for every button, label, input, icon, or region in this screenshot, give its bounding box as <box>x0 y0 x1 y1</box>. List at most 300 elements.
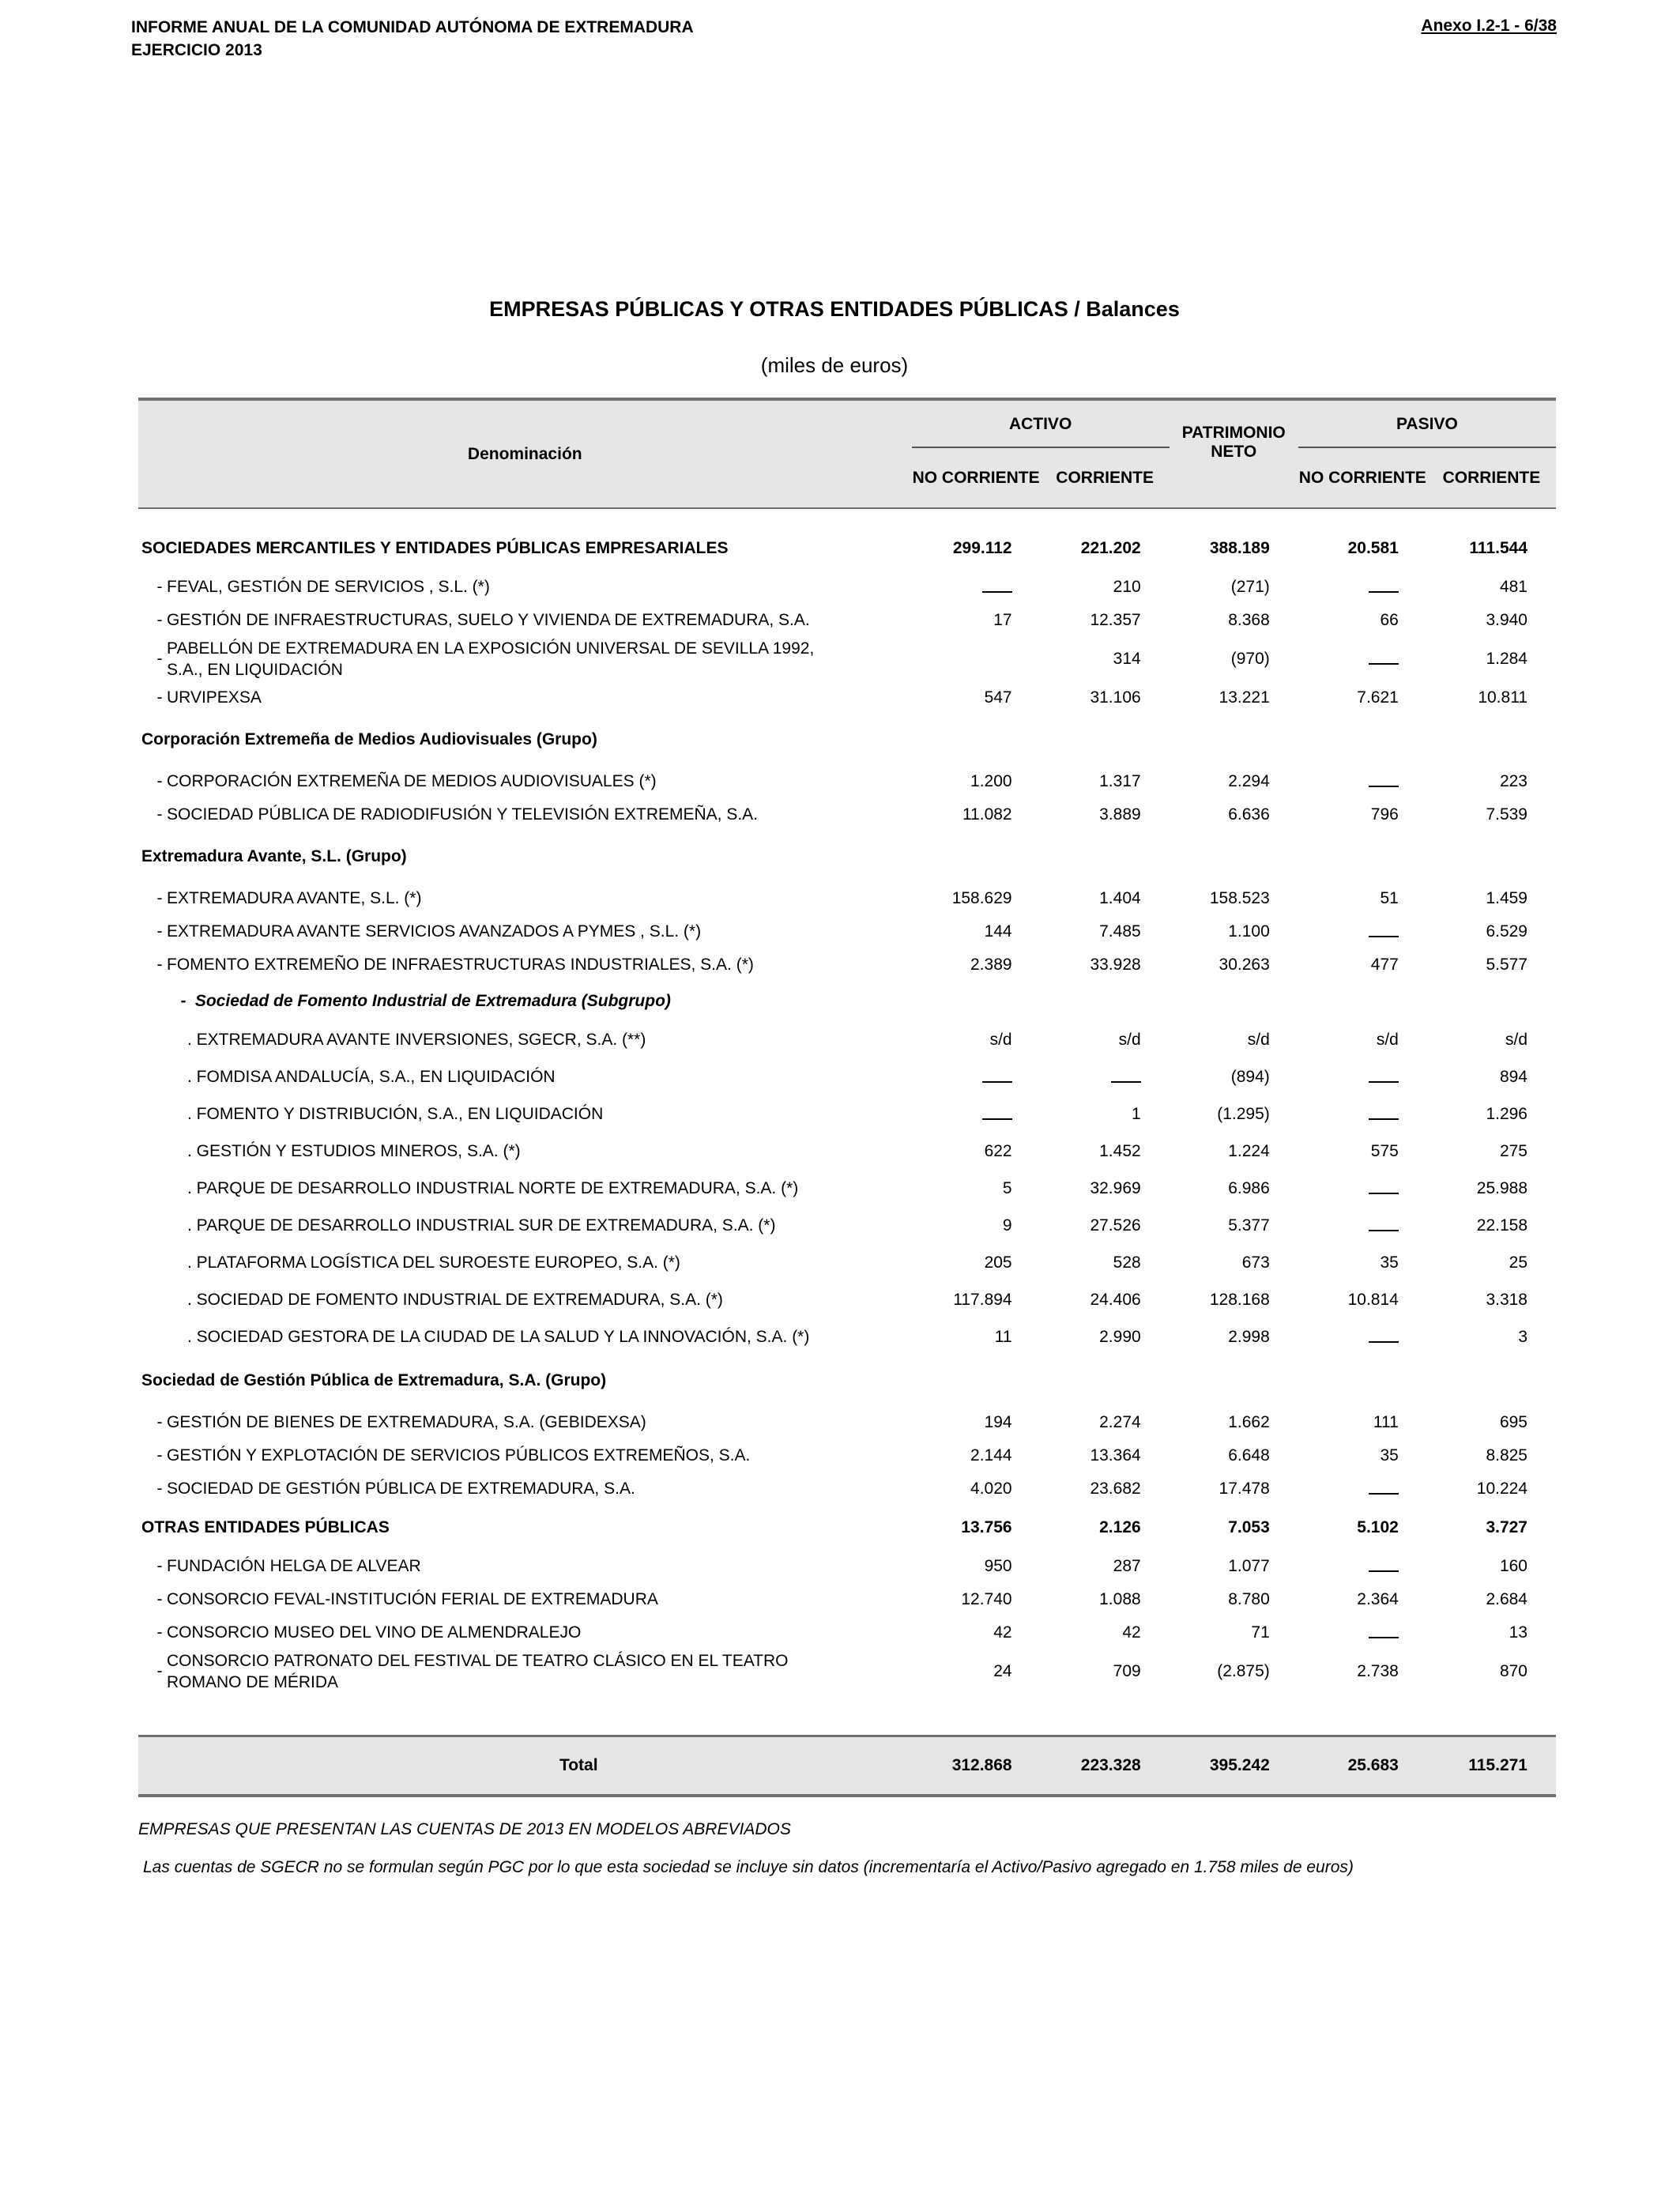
dash-marker: - <box>156 922 163 941</box>
no-value-line <box>982 1104 1012 1120</box>
cell-activo-no-corriente: 622 <box>984 1141 1012 1160</box>
cell-activo-no-corriente: 11.082 <box>962 805 1012 824</box>
table-row <box>138 1170 1556 1207</box>
cell-pasivo-corriente: 10.224 <box>1476 1480 1527 1498</box>
cell-patrimonio-neto: s/d <box>1247 1030 1270 1049</box>
cell-activo-no-corriente: 2.389 <box>970 956 1012 974</box>
balances-table <box>138 398 1556 1797</box>
table-row <box>138 1095 1556 1133</box>
cell-pasivo-no-corriente <box>1298 915 1427 948</box>
cell-pasivo-corriente: 6.529 <box>1486 922 1527 941</box>
report-title-line: INFORME ANUAL DE LA COMUNIDAD AUTÓNOMA DE EXTREMADURA <box>131 18 694 36</box>
cell-activo-corriente: 42 <box>1122 1623 1141 1642</box>
cell-patrimonio-neto: 673 <box>1241 1253 1270 1272</box>
no-value-line <box>982 1067 1012 1083</box>
row-label-wrap <box>167 1650 788 1693</box>
total-pasivo-no-corriente: 25.683 <box>1298 1736 1427 1796</box>
row-name-cell <box>138 765 912 798</box>
cell-activo-no-corriente <box>912 637 1041 681</box>
total-pasivo-corriente: 115.271 <box>1427 1736 1556 1796</box>
col-activo-no-corriente: NO CORRIENTE <box>912 448 1041 508</box>
row-name-cell <box>138 948 912 982</box>
report-header <box>131 16 694 62</box>
no-value-line <box>1111 1067 1141 1083</box>
cell-activo-corriente: 1.452 <box>1099 1141 1141 1160</box>
dash-marker: - <box>156 1661 163 1680</box>
total-activo-corriente: 223.328 <box>1041 1736 1170 1796</box>
row-label: Corporación Extremeña de Medios Audiovisuales (Grupo) <box>141 730 597 748</box>
dash-marker: - <box>156 1413 163 1431</box>
row-label: CORPORACIÓN EXTREMEÑA DE MEDIOS AUDIOVISUALES (*) <box>167 772 657 790</box>
cell-pasivo-corriente: 25 <box>1509 1253 1527 1272</box>
cell-patrimonio-neto: 158.523 <box>1209 889 1270 907</box>
table-row <box>138 948 1556 982</box>
cell-pasivo-no-corriente: 10.814 <box>1347 1290 1399 1309</box>
col-activo-corriente: CORRIENTE <box>1041 448 1170 508</box>
cell-activo-no-corriente: 117.894 <box>953 1290 1012 1309</box>
row-name-cell <box>138 637 912 681</box>
cell-activo-corriente: 2.990 <box>1099 1327 1141 1346</box>
cell-activo-no-corriente <box>912 831 1041 882</box>
table-row <box>138 1133 1556 1170</box>
cell-pasivo-corriente: 160 <box>1499 1557 1527 1575</box>
cell-pasivo-no-corriente: 796 <box>1370 805 1399 824</box>
cell-pasivo-corriente: 10.811 <box>1478 688 1527 707</box>
cell-pasivo-corriente: 7.539 <box>1486 805 1527 824</box>
cell-activo-corriente: 24.406 <box>1090 1290 1141 1309</box>
table-body <box>138 508 1556 1796</box>
no-value-line <box>1369 1104 1399 1120</box>
cell-activo-no-corriente: 2.144 <box>970 1446 1012 1465</box>
table-row <box>138 798 1556 831</box>
row-label: SOCIEDAD PÚBLICA DE RADIODIFUSIÓN Y TELEVISIÓN EXTREMEÑA, S.A. <box>167 805 759 824</box>
row-label-wrap <box>167 638 814 680</box>
cell-patrimonio-neto: 1.224 <box>1228 1141 1270 1160</box>
row-name-cell <box>138 982 912 1021</box>
row-name-cell <box>138 1133 912 1170</box>
dash-marker: - <box>156 611 163 629</box>
cell-activo-corriente <box>1041 1355 1170 1406</box>
cell-pasivo-no-corriente <box>1298 637 1427 681</box>
cell-patrimonio-neto: (1.295) <box>1217 1104 1270 1123</box>
row-label: Extremadura Avante, S.L. (Grupo) <box>141 847 407 865</box>
cell-activo-corriente: 27.526 <box>1090 1216 1141 1235</box>
cell-pasivo-corriente: 223 <box>1499 772 1527 790</box>
row-name-cell <box>138 1439 912 1472</box>
cell-pasivo-corriente: 1.284 <box>1486 650 1527 668</box>
row-label: PARQUE DE DESARROLLO INDUSTRIAL NORTE DE EXTREMADURA, S.A. (*) <box>196 1178 799 1197</box>
row-label: OTRAS ENTIDADES PÚBLICAS <box>141 1518 390 1536</box>
row-label: FOMENTO Y DISTRIBUCIÓN, S.A., EN LIQUIDACIÓN <box>196 1104 604 1123</box>
row-name-cell <box>138 1244 912 1281</box>
cell-pasivo-no-corriente <box>1298 571 1427 604</box>
cell-pasivo-corriente: 5.577 <box>1486 956 1527 974</box>
col-pasivo: PASIVO <box>1298 399 1556 448</box>
cell-pasivo-no-corriente: 20.581 <box>1347 539 1399 557</box>
table-row <box>138 571 1556 604</box>
row-name-cell <box>138 1021 912 1058</box>
cell-patrimonio-neto: 71 <box>1251 1623 1270 1642</box>
cell-activo-no-corriente: 5 <box>1002 1178 1012 1197</box>
table-row <box>138 681 1556 714</box>
cell-activo-corriente <box>1041 982 1170 1021</box>
cell-activo-corriente: 13.364 <box>1090 1446 1141 1465</box>
cell-activo-no-corriente <box>912 714 1041 765</box>
cell-activo-corriente: 7.485 <box>1099 922 1141 941</box>
cell-patrimonio-neto <box>1170 714 1298 765</box>
cell-activo-no-corriente <box>912 1095 1041 1133</box>
cell-patrimonio-neto: 17.478 <box>1219 1480 1270 1498</box>
row-name-cell <box>138 1550 912 1583</box>
col-denominacion: Denominación <box>138 399 912 508</box>
col-pasivo-no-corriente: NO CORRIENTE <box>1298 448 1427 508</box>
row-label: CONSORCIO PATRONATO DEL FESTIVAL DE TEATRO CLÁSICO EN EL TEATRO <box>167 1652 789 1670</box>
dot-marker: . <box>187 1178 197 1197</box>
row-name-cell <box>138 1058 912 1095</box>
cell-pasivo-corriente: 3.318 <box>1486 1290 1527 1309</box>
total-label: Total <box>138 1736 912 1796</box>
cell-activo-no-corriente: 13.756 <box>961 1518 1012 1536</box>
table-row <box>138 982 1556 1021</box>
annex-reference: Anexo I.2-1 - 6/38 <box>1421 17 1557 35</box>
cell-pasivo-no-corriente <box>1298 765 1427 798</box>
cell-activo-corriente: s/d <box>1118 1030 1141 1049</box>
row-name-cell <box>138 681 912 714</box>
cell-pasivo-no-corriente <box>1298 1472 1427 1506</box>
cell-pasivo-corriente: 695 <box>1499 1413 1527 1431</box>
cell-activo-no-corriente: 11 <box>994 1327 1012 1346</box>
cell-pasivo-corriente: 1.296 <box>1486 1104 1527 1123</box>
cell-pasivo-corriente <box>1427 982 1556 1021</box>
dash-marker: - <box>156 578 163 596</box>
cell-patrimonio-neto: 6.986 <box>1228 1178 1270 1197</box>
no-value-line <box>1369 1216 1399 1231</box>
dash-marker: - <box>156 772 163 790</box>
cell-pasivo-no-corriente <box>1298 982 1427 1021</box>
row-label: GESTIÓN DE INFRAESTRUCTURAS, SUELO Y VIVIENDA DE EXTREMADURA, S.A. <box>167 611 810 629</box>
row-label: FUNDACIÓN HELGA DE ALVEAR <box>167 1557 421 1575</box>
cell-activo-no-corriente: 144 <box>984 922 1012 941</box>
cell-activo-corriente: 12.357 <box>1090 611 1141 629</box>
footnote-sgecr: Las cuentas de SGECR no se formulan según PGC por lo que esta sociedad se incluye sin datos (incrementaría el Activo/Pasivo agregado en 1.758 miles de euros) <box>143 1858 1354 1876</box>
no-value-line <box>1369 577 1399 593</box>
row-name-cell <box>138 882 912 915</box>
cell-pasivo-corriente: 22.158 <box>1476 1216 1527 1235</box>
cell-pasivo-corriente: 2.684 <box>1486 1590 1527 1608</box>
cell-activo-no-corriente: 194 <box>984 1413 1012 1431</box>
cell-activo-corriente: 2.126 <box>1099 1518 1141 1536</box>
cell-pasivo-corriente: 870 <box>1499 1662 1527 1680</box>
table-row <box>138 1244 1556 1281</box>
cell-patrimonio-neto: 13.221 <box>1219 688 1270 707</box>
no-value-line <box>1369 1067 1399 1083</box>
cell-pasivo-no-corriente <box>1298 831 1427 882</box>
cell-patrimonio-neto: 5.377 <box>1228 1216 1270 1235</box>
cell-pasivo-no-corriente <box>1298 1616 1427 1649</box>
cell-pasivo-no-corriente <box>1298 1058 1427 1095</box>
cell-activo-corriente: 1 <box>1132 1104 1141 1123</box>
no-value-line <box>1369 771 1399 787</box>
cell-patrimonio-neto: (894) <box>1230 1067 1270 1086</box>
row-label: EXTREMADURA AVANTE, S.L. (*) <box>167 889 422 907</box>
cell-patrimonio-neto: 1.100 <box>1228 922 1270 941</box>
dot-marker: . <box>187 1327 197 1346</box>
cell-pasivo-corriente <box>1427 831 1556 882</box>
cell-pasivo-no-corriente: 111 <box>1373 1413 1399 1431</box>
cell-patrimonio-neto <box>1170 982 1298 1021</box>
table-row <box>138 637 1556 681</box>
cell-activo-corriente: 31.106 <box>1090 688 1141 707</box>
cell-pasivo-no-corriente <box>1298 1355 1427 1406</box>
row-label-cont: S.A., EN LIQUIDACIÓN <box>167 661 343 679</box>
cell-patrimonio-neto: 30.263 <box>1219 956 1270 974</box>
cell-patrimonio-neto: 6.636 <box>1228 805 1270 824</box>
cell-activo-no-corriente: 205 <box>984 1253 1012 1272</box>
cell-activo-no-corriente: 9 <box>1002 1216 1012 1235</box>
row-name-cell <box>138 1616 912 1649</box>
no-value-line <box>982 577 1012 593</box>
row-label: EXTREMADURA AVANTE INVERSIONES, SGECR, S.A. (**) <box>196 1030 646 1049</box>
row-name-cell <box>138 1506 912 1550</box>
cell-pasivo-no-corriente <box>1298 714 1427 765</box>
cell-patrimonio-neto: 128.168 <box>1209 1290 1270 1309</box>
dash-marker: - <box>156 1446 163 1465</box>
col-patrimonio-neto: PATRIMONIO NETO <box>1170 399 1298 508</box>
row-label: GESTIÓN Y EXPLOTACIÓN DE SERVICIOS PÚBLICOS EXTREMEÑOS, S.A. <box>167 1446 751 1465</box>
cell-patrimonio-neto <box>1170 831 1298 882</box>
row-label: PARQUE DE DESARROLLO INDUSTRIAL SUR DE EXTREMADURA, S.A. (*) <box>196 1216 776 1235</box>
cell-activo-no-corriente: 12.740 <box>961 1590 1012 1608</box>
cell-pasivo-corriente: 3 <box>1518 1327 1527 1346</box>
total-activo-no-corriente: 312.868 <box>912 1736 1041 1796</box>
row-name-cell <box>138 714 912 765</box>
table-row <box>138 1355 1556 1406</box>
cell-pasivo-no-corriente <box>1298 1170 1427 1207</box>
report-year-line: EJERCICIO 2013 <box>131 41 262 59</box>
table-row <box>138 1318 1556 1355</box>
cell-activo-corriente: 210 <box>1113 578 1141 596</box>
table-row <box>138 1506 1556 1550</box>
table-row <box>138 604 1556 637</box>
no-value-line <box>1369 1479 1399 1495</box>
table-row <box>138 1058 1556 1095</box>
table-row <box>138 831 1556 882</box>
row-label: EXTREMADURA AVANTE SERVICIOS AVANZADOS A PYMES , S.L. (*) <box>167 922 702 941</box>
cell-activo-no-corriente: s/d <box>989 1030 1012 1049</box>
row-label: FOMENTO EXTREMEÑO DE INFRAESTRUCTURAS INDUSTRIALES, S.A. (*) <box>167 956 754 974</box>
dot-marker: . <box>187 1290 197 1309</box>
no-value-line <box>1369 649 1399 665</box>
cell-activo-no-corriente <box>912 1058 1041 1095</box>
cell-pasivo-no-corriente: 575 <box>1370 1141 1399 1160</box>
cell-patrimonio-neto: 8.368 <box>1228 611 1270 629</box>
table-row <box>138 1281 1556 1318</box>
cell-patrimonio-neto: (970) <box>1230 650 1270 668</box>
cell-activo-corriente <box>1041 1058 1170 1095</box>
cell-pasivo-no-corriente <box>1298 1550 1427 1583</box>
cell-pasivo-no-corriente <box>1298 1095 1427 1133</box>
row-name-cell <box>138 915 912 948</box>
dash-marker: - <box>156 889 163 907</box>
row-name-cell <box>138 1170 912 1207</box>
cell-pasivo-no-corriente: 35 <box>1380 1446 1399 1465</box>
cell-activo-no-corriente: 950 <box>984 1557 1012 1575</box>
col-activo: ACTIVO <box>912 399 1170 448</box>
row-name-cell <box>138 1318 912 1355</box>
row-label: SOCIEDAD DE FOMENTO INDUSTRIAL DE EXTREMADURA, S.A. (*) <box>196 1290 723 1309</box>
row-name-cell <box>138 1207 912 1244</box>
row-name-cell <box>138 604 912 637</box>
cell-patrimonio-neto: 388.189 <box>1209 539 1270 557</box>
cell-pasivo-no-corriente <box>1298 1207 1427 1244</box>
no-value-line <box>1369 1327 1399 1343</box>
cell-patrimonio-neto: (271) <box>1230 578 1270 596</box>
row-name-cell <box>138 571 912 604</box>
cell-activo-no-corriente: 299.112 <box>952 539 1012 557</box>
row-label: URVIPEXSA <box>167 688 262 707</box>
dash-marker: - <box>156 805 163 824</box>
dash-marker: - <box>156 649 163 668</box>
cell-pasivo-corriente: 13 <box>1509 1623 1527 1642</box>
row-label: SOCIEDADES MERCANTILES Y ENTIDADES PÚBLICAS EMPRESARIALES <box>141 539 729 557</box>
table-row <box>138 1583 1556 1616</box>
total-patrimonio-neto: 395.242 <box>1170 1736 1298 1796</box>
cell-patrimonio-neto: 2.294 <box>1228 772 1270 790</box>
cell-activo-corriente: 1.317 <box>1099 772 1141 790</box>
cell-activo-corriente: 709 <box>1113 1662 1141 1680</box>
table-row <box>138 1439 1556 1472</box>
cell-pasivo-no-corriente <box>1298 1318 1427 1355</box>
table-row <box>138 1207 1556 1244</box>
cell-pasivo-corriente: 8.825 <box>1486 1446 1527 1465</box>
page-title: EMPRESAS PÚBLICAS Y OTRAS ENTIDADES PÚBLICAS / Balances <box>489 297 1180 321</box>
cell-activo-corriente: 1.404 <box>1099 889 1141 907</box>
row-name-cell <box>138 831 912 882</box>
cell-patrimonio-neto: 2.998 <box>1228 1327 1270 1346</box>
row-label: CONSORCIO MUSEO DEL VINO DE ALMENDRALEJO <box>167 1623 582 1642</box>
cell-activo-corriente: 528 <box>1113 1253 1141 1272</box>
cell-activo-corriente: 23.682 <box>1090 1480 1141 1498</box>
cell-pasivo-no-corriente: 35 <box>1380 1253 1399 1272</box>
row-name-cell <box>138 1583 912 1616</box>
cell-activo-corriente: 314 <box>1113 650 1141 668</box>
row-label: Sociedad de Fomento Industrial de Extremadura (Subgrupo) <box>194 992 671 1010</box>
cell-pasivo-corriente: s/d <box>1505 1030 1527 1049</box>
row-label: PABELLÓN DE EXTREMADURA EN LA EXPOSICIÓN UNIVERSAL DE SEVILLA 1992, <box>167 639 815 658</box>
dash-marker: - <box>156 1590 163 1608</box>
table-row <box>138 765 1556 798</box>
row-label: CONSORCIO FEVAL-INSTITUCIÓN FERIAL DE EXTREMADURA <box>167 1590 658 1608</box>
cell-pasivo-corriente: 1.459 <box>1486 889 1527 907</box>
cell-patrimonio-neto: 8.780 <box>1228 1590 1270 1608</box>
cell-pasivo-no-corriente: 7.621 <box>1357 688 1399 707</box>
cell-pasivo-corriente: 3.940 <box>1486 611 1527 629</box>
cell-activo-no-corriente: 547 <box>984 688 1012 707</box>
cell-activo-no-corriente: 4.020 <box>970 1480 1012 1498</box>
cell-patrimonio-neto: 1.662 <box>1228 1413 1270 1431</box>
cell-patrimonio-neto: 7.053 <box>1228 1518 1270 1536</box>
cell-pasivo-no-corriente: 477 <box>1370 956 1399 974</box>
row-label: SOCIEDAD GESTORA DE LA CIUDAD DE LA SALUD Y LA INNOVACIÓN, S.A. (*) <box>196 1327 810 1346</box>
cell-pasivo-corriente <box>1427 714 1556 765</box>
cell-activo-corriente: 33.928 <box>1090 956 1141 974</box>
cell-patrimonio-neto: 6.648 <box>1228 1446 1270 1465</box>
cell-activo-no-corriente: 24 <box>993 1662 1012 1680</box>
cell-pasivo-no-corriente: s/d <box>1376 1030 1399 1049</box>
dot-marker: . <box>187 1030 197 1049</box>
cell-activo-no-corriente: 42 <box>993 1623 1012 1642</box>
dot-marker: . <box>187 1104 197 1123</box>
row-name-cell <box>138 526 912 571</box>
dash-marker: - <box>180 992 186 1010</box>
cell-activo-corriente: 287 <box>1113 1557 1141 1575</box>
cell-pasivo-no-corriente: 5.102 <box>1357 1518 1399 1536</box>
cell-pasivo-corriente: 894 <box>1499 1067 1527 1086</box>
cell-pasivo-no-corriente: 2.738 <box>1357 1662 1399 1680</box>
cell-activo-no-corriente <box>912 1355 1041 1406</box>
table-row <box>138 1550 1556 1583</box>
cell-pasivo-corriente: 25.988 <box>1476 1178 1527 1197</box>
dash-marker: - <box>156 1557 163 1575</box>
dot-marker: . <box>187 1253 197 1272</box>
cell-patrimonio-neto: 1.077 <box>1228 1557 1270 1575</box>
cell-pasivo-corriente: 111.544 <box>1469 539 1527 557</box>
cell-activo-corriente <box>1041 714 1170 765</box>
cell-activo-no-corriente <box>912 982 1041 1021</box>
row-name-cell <box>138 798 912 831</box>
row-label: Sociedad de Gestión Pública de Extremadura, S.A. (Grupo) <box>141 1371 607 1389</box>
no-value-line <box>1369 1623 1399 1638</box>
row-name-cell <box>138 1472 912 1506</box>
page-subtitle: (miles de euros) <box>760 353 909 377</box>
row-label-cont: ROMANO DE MÉRIDA <box>167 1673 339 1691</box>
cell-pasivo-corriente: 481 <box>1499 578 1527 596</box>
row-label: SOCIEDAD DE GESTIÓN PÚBLICA DE EXTREMADURA, S.A. <box>167 1480 635 1498</box>
dash-marker: - <box>156 956 163 974</box>
total-row <box>138 1736 1556 1796</box>
cell-pasivo-corriente <box>1427 1355 1556 1406</box>
dot-marker: . <box>187 1067 197 1086</box>
row-label: FOMDISA ANDALUCÍA, S.A., EN LIQUIDACIÓN <box>196 1067 556 1086</box>
cell-activo-corriente: 1.088 <box>1099 1590 1141 1608</box>
row-name-cell <box>138 1406 912 1439</box>
no-value-line <box>1369 1556 1399 1572</box>
row-label: FEVAL, GESTIÓN DE SERVICIOS , S.L. (*) <box>167 578 490 596</box>
table-row <box>138 526 1556 571</box>
row-label: GESTIÓN Y ESTUDIOS MINEROS, S.A. (*) <box>196 1141 521 1160</box>
cell-pasivo-corriente: 275 <box>1499 1141 1527 1160</box>
table-row <box>138 882 1556 915</box>
dash-marker: - <box>156 688 163 707</box>
cell-activo-no-corriente <box>912 571 1041 604</box>
cell-activo-corriente: 2.274 <box>1099 1413 1141 1431</box>
no-value-line <box>1369 1178 1399 1194</box>
no-value-line <box>1369 922 1399 937</box>
row-name-cell <box>138 1355 912 1406</box>
table-row <box>138 915 1556 948</box>
cell-pasivo-no-corriente: 51 <box>1380 889 1399 907</box>
table-row <box>138 714 1556 765</box>
row-name-cell <box>138 1649 912 1694</box>
cell-activo-no-corriente: 1.200 <box>970 772 1012 790</box>
cell-activo-no-corriente: 158.629 <box>951 889 1012 907</box>
balances-table-wrap <box>138 398 1556 1797</box>
row-name-cell <box>138 1281 912 1318</box>
row-label: GESTIÓN DE BIENES DE EXTREMADURA, S.A. (GEBIDEXSA) <box>167 1413 646 1431</box>
row-label: PLATAFORMA LOGÍSTICA DEL SUROESTE EUROPEO, S.A. (*) <box>196 1253 680 1272</box>
col-pasivo-corriente: CORRIENTE <box>1427 448 1556 508</box>
cell-activo-no-corriente: 17 <box>993 611 1012 629</box>
